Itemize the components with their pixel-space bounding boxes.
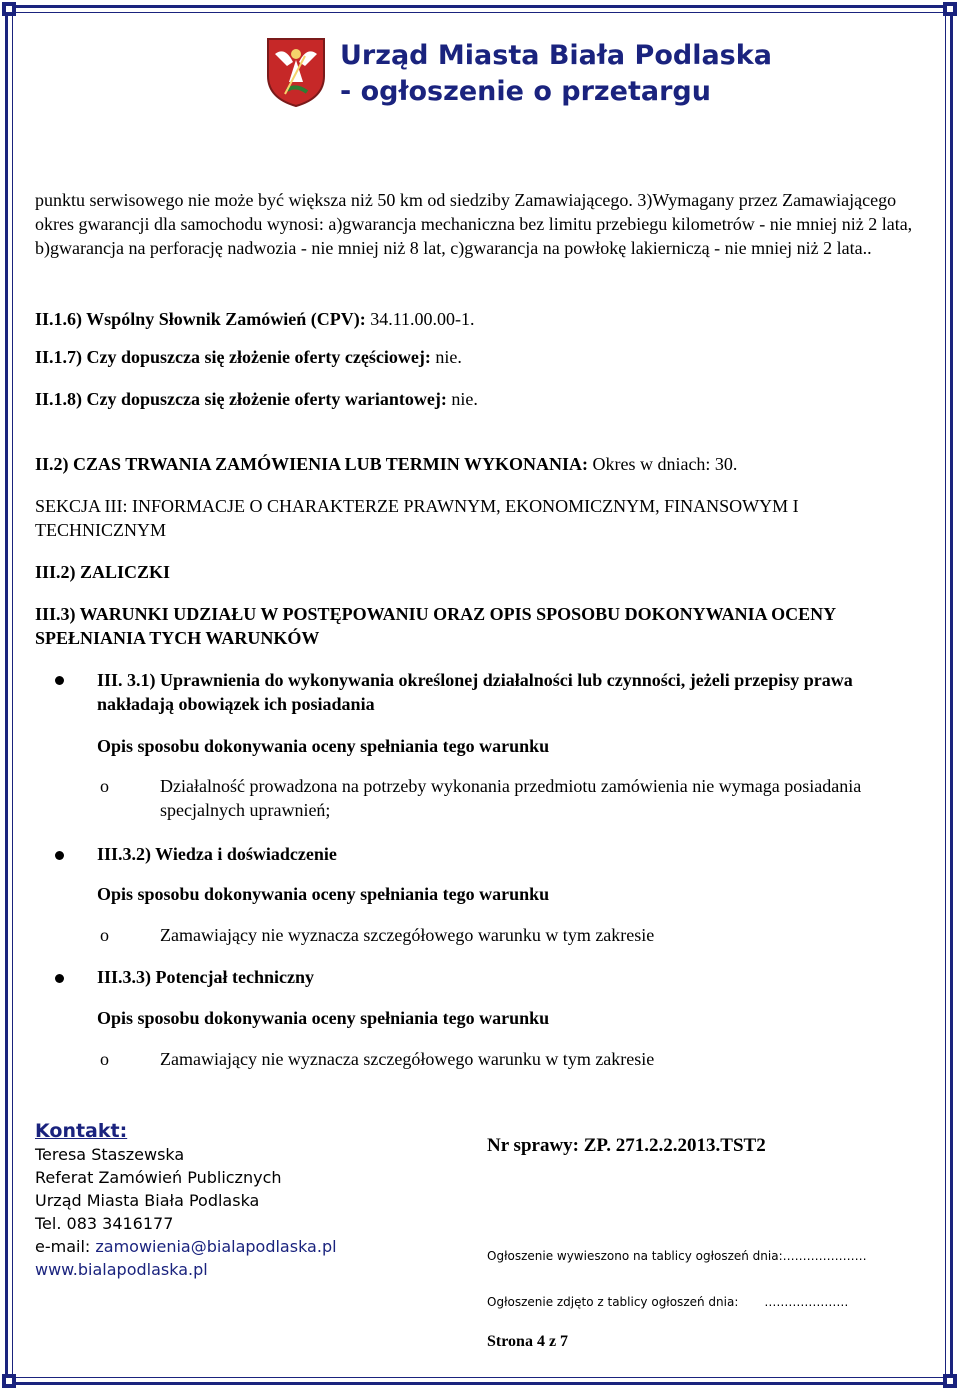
item-3-desc: Zamawiający nie wyznacza szczegółowego warunku w tym zakresie — [160, 1049, 655, 1069]
city-coat-of-arms-icon — [265, 36, 327, 108]
posted-date-line: Ogłoszenie wywieszono na tablicy ogłoszeń dnia:………………… — [487, 1249, 867, 1263]
circle-bullet-icon: o — [100, 776, 109, 796]
bullet-icon — [55, 676, 64, 685]
item-3-desc-heading: Opis sposobu dokonywania oceny spełniania tego warunku — [97, 1008, 550, 1028]
contact-email-line — [35, 1235, 337, 1258]
corner-ornament-bl — [2, 1374, 16, 1388]
corner-ornament-tl — [2, 2, 16, 16]
email-label: e-mail: — [35, 1237, 96, 1256]
circle-bullet-icon: o — [100, 1049, 109, 1069]
intro-paragraph: punktu serwisowego nie może być większa niż 50 km od siedziby Zamawiającego. 3)Wymagany przez Zamawiającego okres gwarancji dla samochodu wynosi: a)gwarancja mechaniczna bez limitu przebiegu kilometrów - nie mniej niż 2 lata, b)gwarancja na perforację nadwozia - nie mniej niż 8 lat, c)gwarancja na powłokę lakierniczą - nie mniej niż 2 lata.. — [35, 190, 913, 258]
item-1-desc: Działalność prowadzona na potrzeby wykonania przedmiotu zamówienia nie wymaga posiadania specjalnych uprawnień; — [160, 776, 862, 820]
item-2-desc-heading: Opis sposobu dokonywania oceny spełniania tego warunku — [97, 884, 550, 904]
contact-heading: Kontakt: — [35, 1120, 128, 1142]
variant-offer-label: II.1.8) Czy dopuszcza się złożenie oferty wariantowej: — [35, 389, 447, 409]
contact-office: Urząd Miasta Biała Podlaska — [35, 1191, 260, 1210]
variant-offer-value: nie. — [446, 389, 478, 409]
contact-name: Teresa Staszewska — [35, 1145, 185, 1164]
partial-offer-line — [35, 345, 925, 369]
title-line-2: - ogłoszenie o przetargu — [340, 76, 711, 107]
advances-heading: III.2) ZALICZKI — [35, 562, 171, 582]
removed-date-line — [487, 1295, 848, 1309]
bullet-icon — [55, 974, 64, 983]
contact-phone: Tel. 083 3416177 — [35, 1214, 174, 1233]
item-1-title: III. 3.1) Uprawnienia do wykonywania określonej działalności lub czynności, jeżeli przepisy prawa nakładają obowiązek ich posiadania — [97, 670, 853, 714]
item-2-desc: Zamawiający nie wyznacza szczegółowego warunku w tym zakresie — [160, 925, 655, 945]
website-link[interactable]: www.bialapodlaska.pl — [35, 1260, 208, 1279]
case-number: Nr sprawy: ZP. 271.2.2.2013.TST2 — [487, 1135, 766, 1156]
partial-offer-value: nie. — [430, 347, 462, 367]
page-number: Strona 4 z 7 — [487, 1333, 569, 1350]
duration-value: Okres w dniach: 30. — [587, 454, 738, 474]
conditions-heading: III.3) WARUNKI UDZIAŁU W POSTĘPOWANIU ORAZ OPIS SPOSOBU DOKONYWANIA OCENY SPEŁNIANIA TYCH WARUNKÓW — [35, 604, 836, 648]
cpv-label: II.1.6) Wspólny Słownik Zamówień (CPV): — [35, 309, 366, 329]
item-2-title: III.3.2) Wiedza i doświadczenie — [97, 844, 337, 864]
title-line-1: Urząd Miasta Biała Podlaska — [340, 40, 772, 71]
contact-department: Referat Zamówień Publicznych — [35, 1168, 282, 1187]
variant-offer-line — [35, 387, 925, 411]
duration-label: II.2) CZAS TRWANIA ZAMÓWIENIA LUB TERMIN WYKONANIA: — [35, 454, 588, 474]
corner-ornament-br — [943, 1374, 957, 1388]
bullet-icon — [55, 851, 64, 860]
removed-label: Ogłoszenie zdjęto z tablicy ogłoszeń dnia: — [487, 1295, 739, 1309]
cpv-value: 34.11.00.00-1. — [365, 309, 475, 329]
corner-ornament-tr — [943, 2, 957, 16]
section-3-title: SEKCJA III: INFORMACJE O CHARAKTERZE PRAWNYM, EKONOMICZNYM, FINANSOWYM I TECHNICZNYM — [35, 496, 799, 540]
item-1-desc-heading: Opis sposobu dokonywania oceny spełniania tego warunku — [97, 736, 550, 756]
item-3-title: III.3.3) Potencjał techniczny — [97, 967, 314, 987]
page-title — [340, 38, 772, 110]
circle-bullet-icon: o — [100, 925, 109, 945]
duration-line — [35, 452, 925, 476]
partial-offer-label: II.1.7) Czy dopuszcza się złożenie oferty częściowej: — [35, 347, 431, 367]
email-link[interactable]: zamowienia@bialapodlaska.pl — [95, 1237, 337, 1256]
cpv-line — [35, 307, 925, 331]
removed-value: ………………… — [764, 1295, 849, 1309]
contact-block — [35, 1120, 337, 1281]
